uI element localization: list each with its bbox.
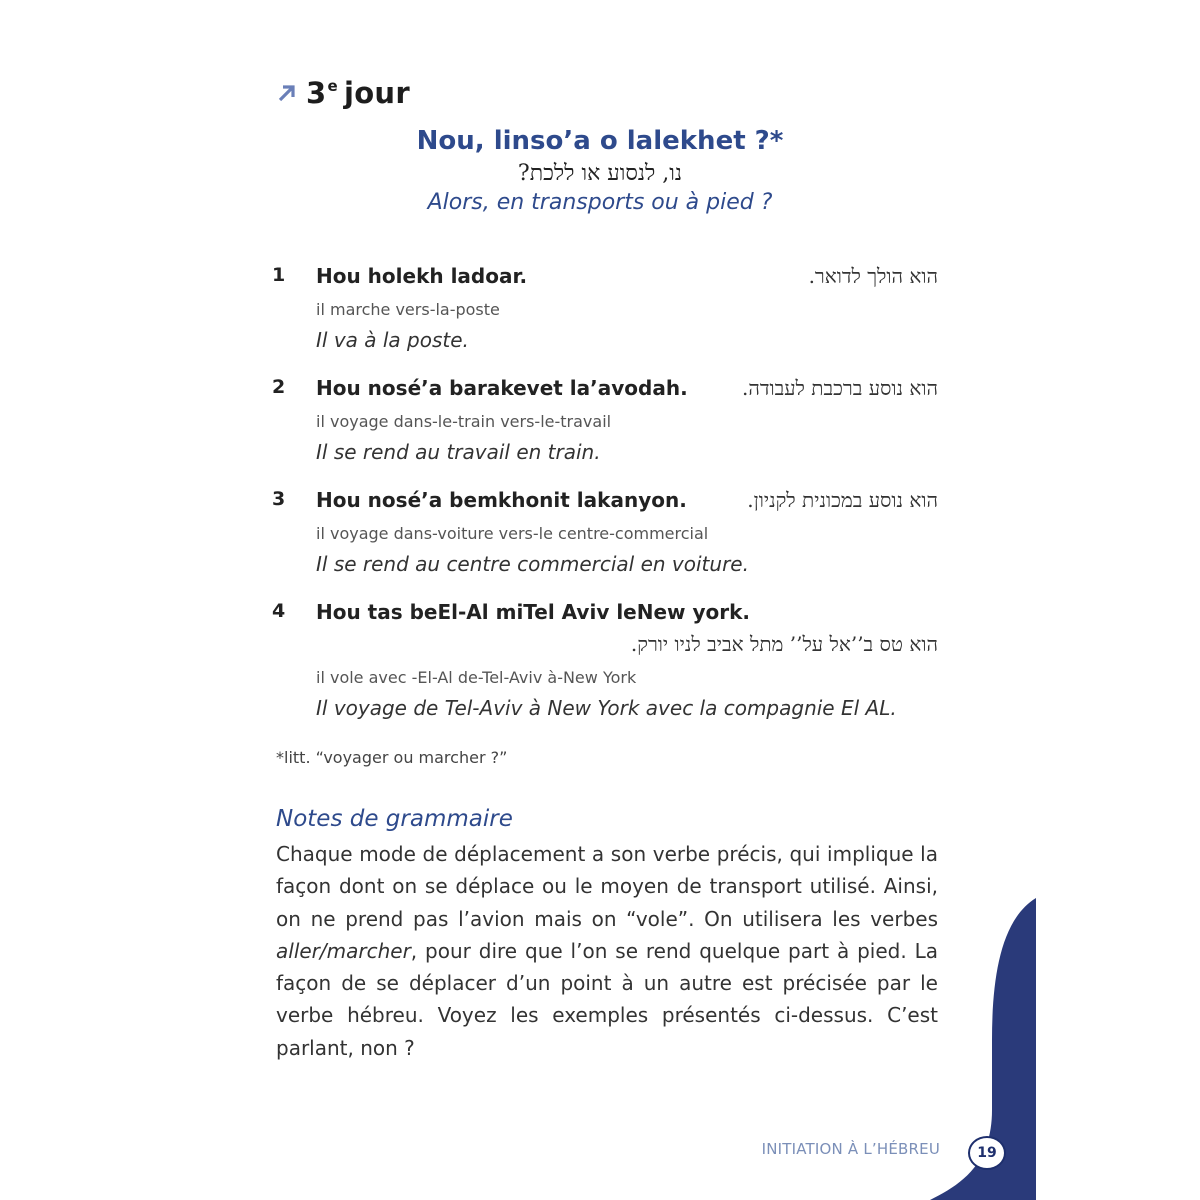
emphasis-text: aller/marcher — [276, 938, 411, 963]
page-number-badge: 19 — [968, 1136, 1006, 1170]
grammar-notes-body: Chaque mode de déplacement a son verbe précis, qui implique la façon dont on se déplace ou le moyen de transport utilisé. Ainsi, on ne prend pas l’avion mais on “vole”. On utilisera les verbes aller/marcher, pour dire que l’on se rend quelque part à pied. La façon de se déplacer d’un point à un autre est précisée par le verbe hébreu. Voyez les exemples présentés ci-dessus. C’est parlant, non ? — [276, 842, 938, 1060]
line-transliteration: Hou nosé’a bemkhonit lakanyon. — [316, 488, 687, 512]
line-hebrew: הוא טס ב’’אל על’’ מתל אביב לניו יורק. — [630, 632, 938, 656]
dialogue-line — [272, 264, 940, 360]
line-literal: il voyage dans-le-train vers-le-travail — [316, 412, 612, 431]
dialogue-line — [272, 488, 940, 584]
line-literal: il marche vers-la-poste — [316, 300, 500, 319]
line-transliteration: Hou nosé’a barakevet la’avodah. — [316, 376, 688, 400]
lesson-title-block — [380, 126, 820, 215]
dialogue-line — [272, 376, 940, 472]
footnote: *litt. “voyager ou marcher ?” — [276, 748, 508, 767]
line-hebrew: הוא נוסע במכונית לקניון. — [747, 488, 938, 512]
lesson-title-hebrew: נו, לנסוע או ללכת? — [517, 161, 683, 186]
line-hebrew: הוא נוסע ברכבת לעבודה. — [742, 376, 938, 400]
lesson-title-french: Alors, en transports ou à pied ? — [427, 190, 773, 215]
line-number: 2 — [272, 376, 286, 398]
dialogue-line — [272, 600, 940, 726]
line-meaning: Il voyage de Tel-Aviv à New York avec la compagnie El AL. — [316, 696, 897, 720]
line-transliteration: Hou holekh ladoar. — [316, 264, 528, 288]
day-heading — [276, 76, 410, 110]
line-number: 1 — [272, 264, 286, 286]
lesson-title-transliteration: Nou, linso’a o lalekhet ?* — [416, 126, 784, 156]
arrow-icon — [276, 82, 298, 104]
line-number: 4 — [272, 600, 286, 622]
line-literal: il voyage dans-voiture vers-le centre-commercial — [316, 524, 709, 543]
line-transliteration: Hou tas beEl-Al miTel Aviv leNew york. — [316, 600, 751, 624]
running-title: INITIATION À L’HÉBREU — [761, 1140, 940, 1158]
line-meaning: Il va à la poste. — [316, 328, 469, 352]
grammar-notes-title: Notes de grammaire — [276, 806, 513, 832]
line-hebrew: הוא הולך לדואר. — [808, 264, 938, 288]
line-literal: il vole avec -El-Al de-Tel-Aviv à-New York — [316, 668, 637, 687]
line-meaning: Il se rend au travail en train. — [316, 440, 601, 464]
line-number: 3 — [272, 488, 286, 510]
day-title: 3e jour — [306, 76, 410, 110]
line-meaning: Il se rend au centre commercial en voiture. — [316, 552, 749, 576]
